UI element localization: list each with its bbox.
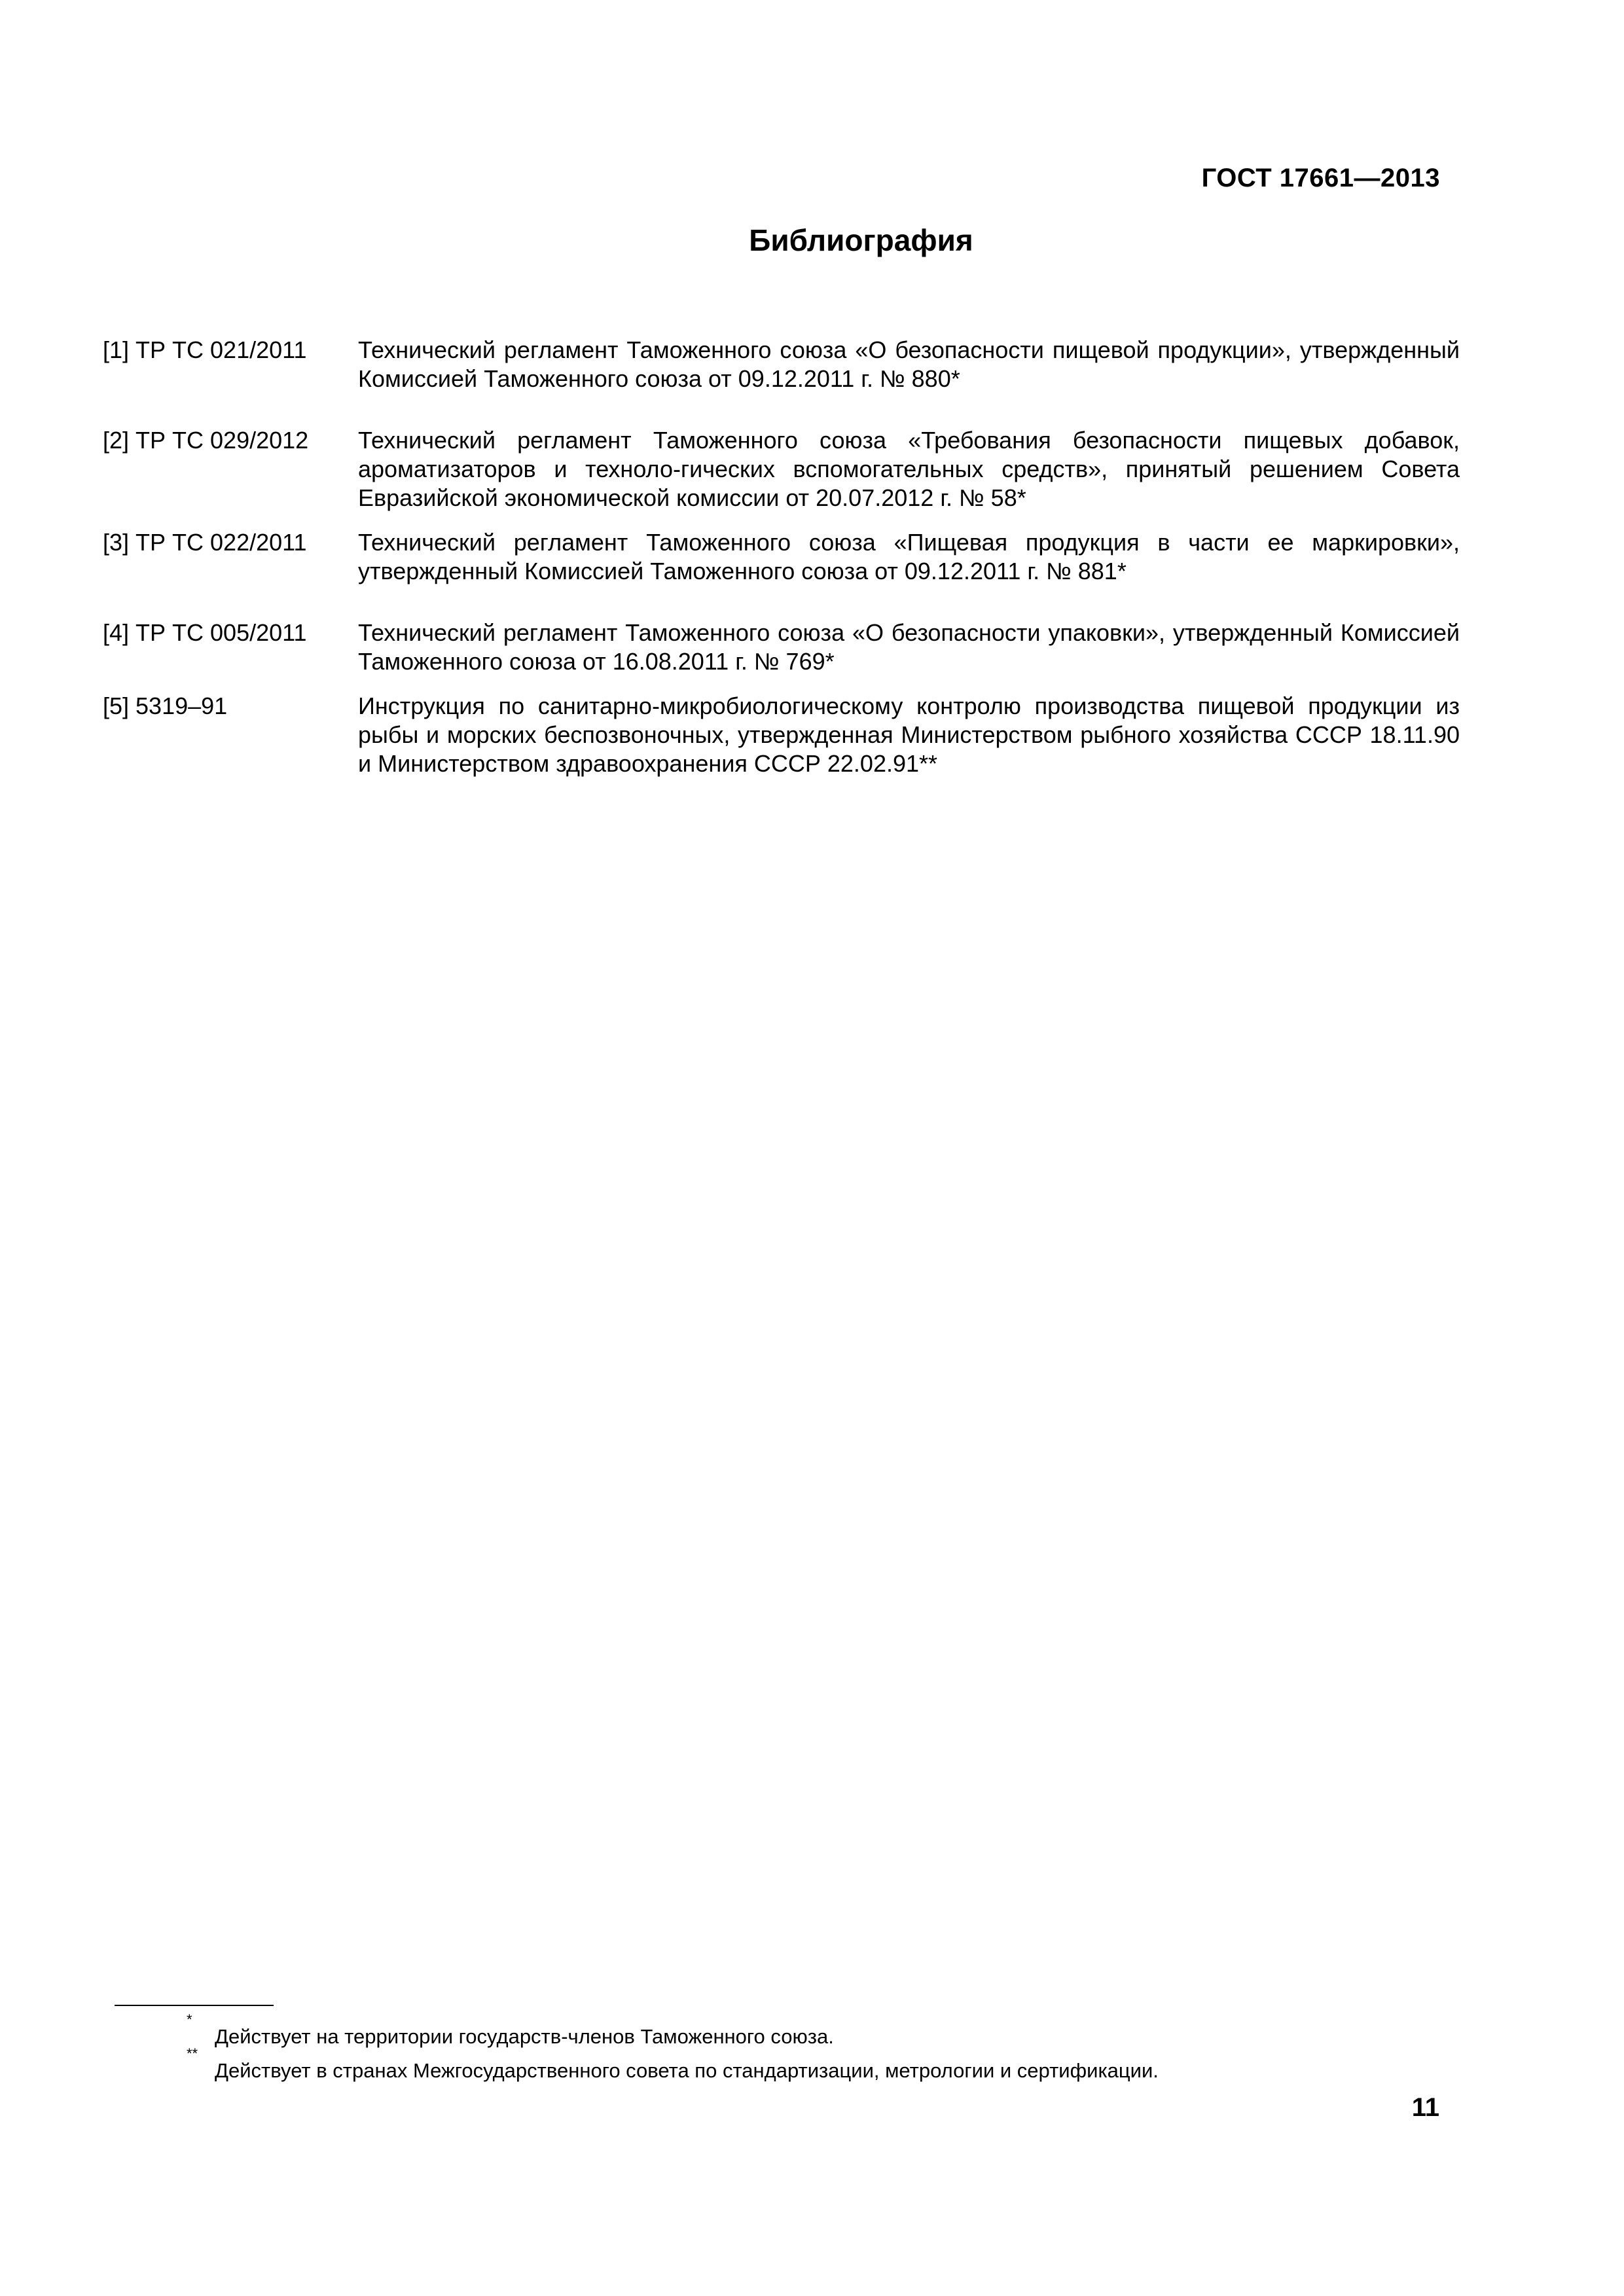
bibliography-ref: [1] ТР ТС 021/2011 (103, 336, 307, 363)
document-code: ГОСТ 17661—2013 (1201, 164, 1440, 192)
bibliography-ref: [5] 5319–91 (103, 692, 228, 719)
bibliography-entry (103, 528, 1460, 586)
footnote (183, 2045, 1427, 2084)
bibliography-ref: [4] ТР ТС 005/2011 (103, 619, 307, 646)
bibliography-entry (103, 692, 1460, 778)
bibliography-entry (103, 426, 1460, 512)
footnote (183, 2011, 1427, 2050)
bibliography-text: Технический регламент Таможенного союза «Требования безопасности пищевых добавок, ароматизаторов и техноло-гических вспомогательных средств», принятый решением Совета Евразийской экономической комиссии от 20.07.2012 г. № 58* (358, 427, 1460, 511)
bibliography-ref: [2] ТР ТС 029/2012 (103, 427, 309, 454)
bibliography-text: Технический регламент Таможенного союза «О безопасности упаковки», утвержденный Комиссией Таможенного союза от 16.08.2011 г. № 769* (358, 619, 1460, 675)
footnote-mark: * (187, 2011, 192, 2028)
bibliography-list (103, 336, 1460, 778)
page-title: Библиография (749, 223, 973, 257)
footnotes (183, 2011, 1427, 2084)
bibliography-entry (103, 619, 1460, 676)
bibliography-entry (103, 336, 1460, 393)
bibliography-ref: [3] ТР ТС 022/2011 (103, 529, 307, 556)
bibliography-text: Технический регламент Таможенного союза «О безопасности пищевой продукции», утвержденный Комиссией Таможенного союза от 09.12.2011 г. № 880* (358, 336, 1460, 392)
footnote-mark: ** (187, 2045, 198, 2062)
footnote-text: Действует в странах Межгосударственного совета по стандартизации, метрологии и сертификации. (215, 2059, 1159, 2082)
page-number: 11 (1411, 2093, 1439, 2122)
bibliography-text: Инструкция по санитарно-микробиологическому контролю производства пищевой продукции из рыбы и морских беспозвоночных, утвержденная Министерством рыбного хозяйства СССР 18.11.90 и Министерством здравоохранения СССР 22.02.91** (358, 692, 1460, 777)
footnote-divider (115, 2005, 274, 2006)
footnote-text: Действует на территории государств-членов Таможенного союза. (215, 2025, 834, 2048)
bibliography-text: Технический регламент Таможенного союза «Пищевая продукция в части ее маркировки», утвержденный Комиссией Таможенного союза от 09.12.2011 г. № 881* (358, 529, 1460, 584)
